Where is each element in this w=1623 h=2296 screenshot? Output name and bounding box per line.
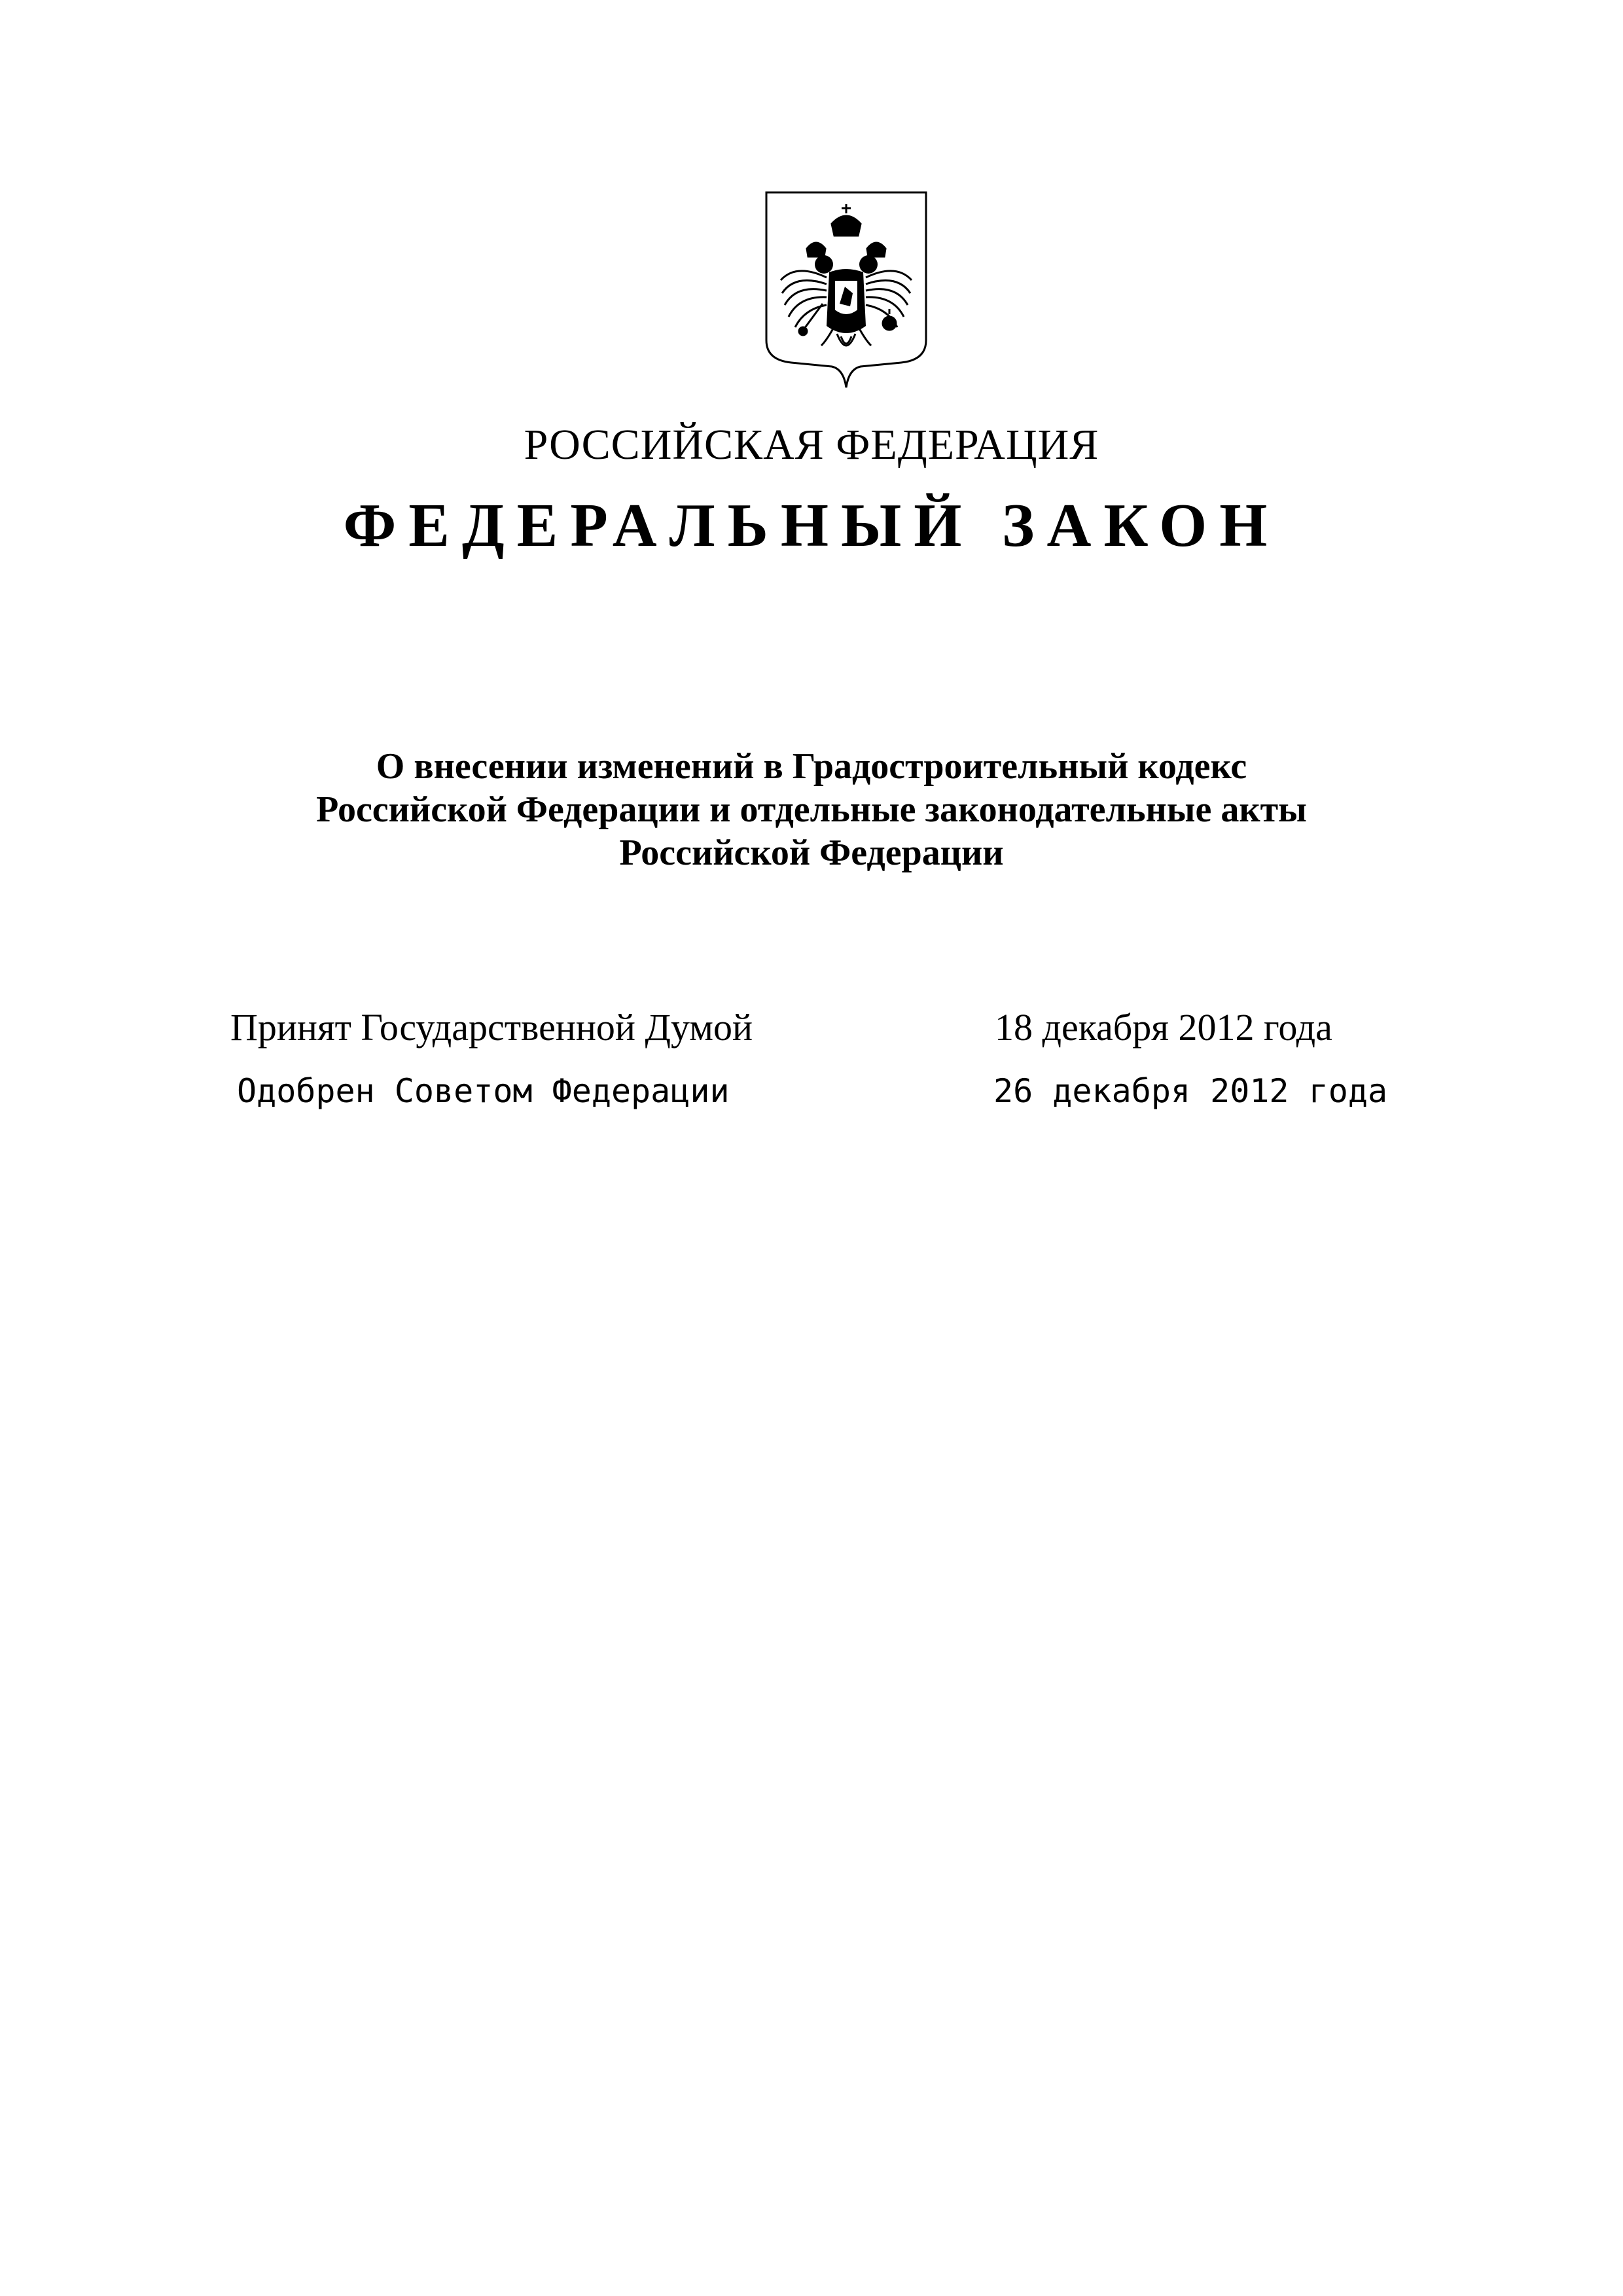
adoption-date: 26 декабря 2012 года xyxy=(993,1072,1388,1110)
document-type-title: ФЕДЕРАЛЬНЫЙ ЗАКОН xyxy=(343,492,1280,560)
law-title-line: Российской Федерации xyxy=(619,833,1004,873)
law-title-line: Российской Федерации и отдельные законодательные акты xyxy=(316,789,1307,830)
adoption-label: Принят Государственной Думой xyxy=(230,1006,753,1049)
law-title-line: О внесении изменений в Градостроительный кодекс xyxy=(376,746,1247,787)
adoption-date: 18 декабря 2012 года xyxy=(995,1006,1332,1049)
adoption-label: Одобрен Советом Федерации xyxy=(237,1072,730,1110)
country-name: РОССИЙСКАЯ ФЕДЕРАЦИЯ xyxy=(524,421,1099,469)
law-title xyxy=(0,745,1623,874)
coat-of-arms-icon xyxy=(761,188,931,391)
